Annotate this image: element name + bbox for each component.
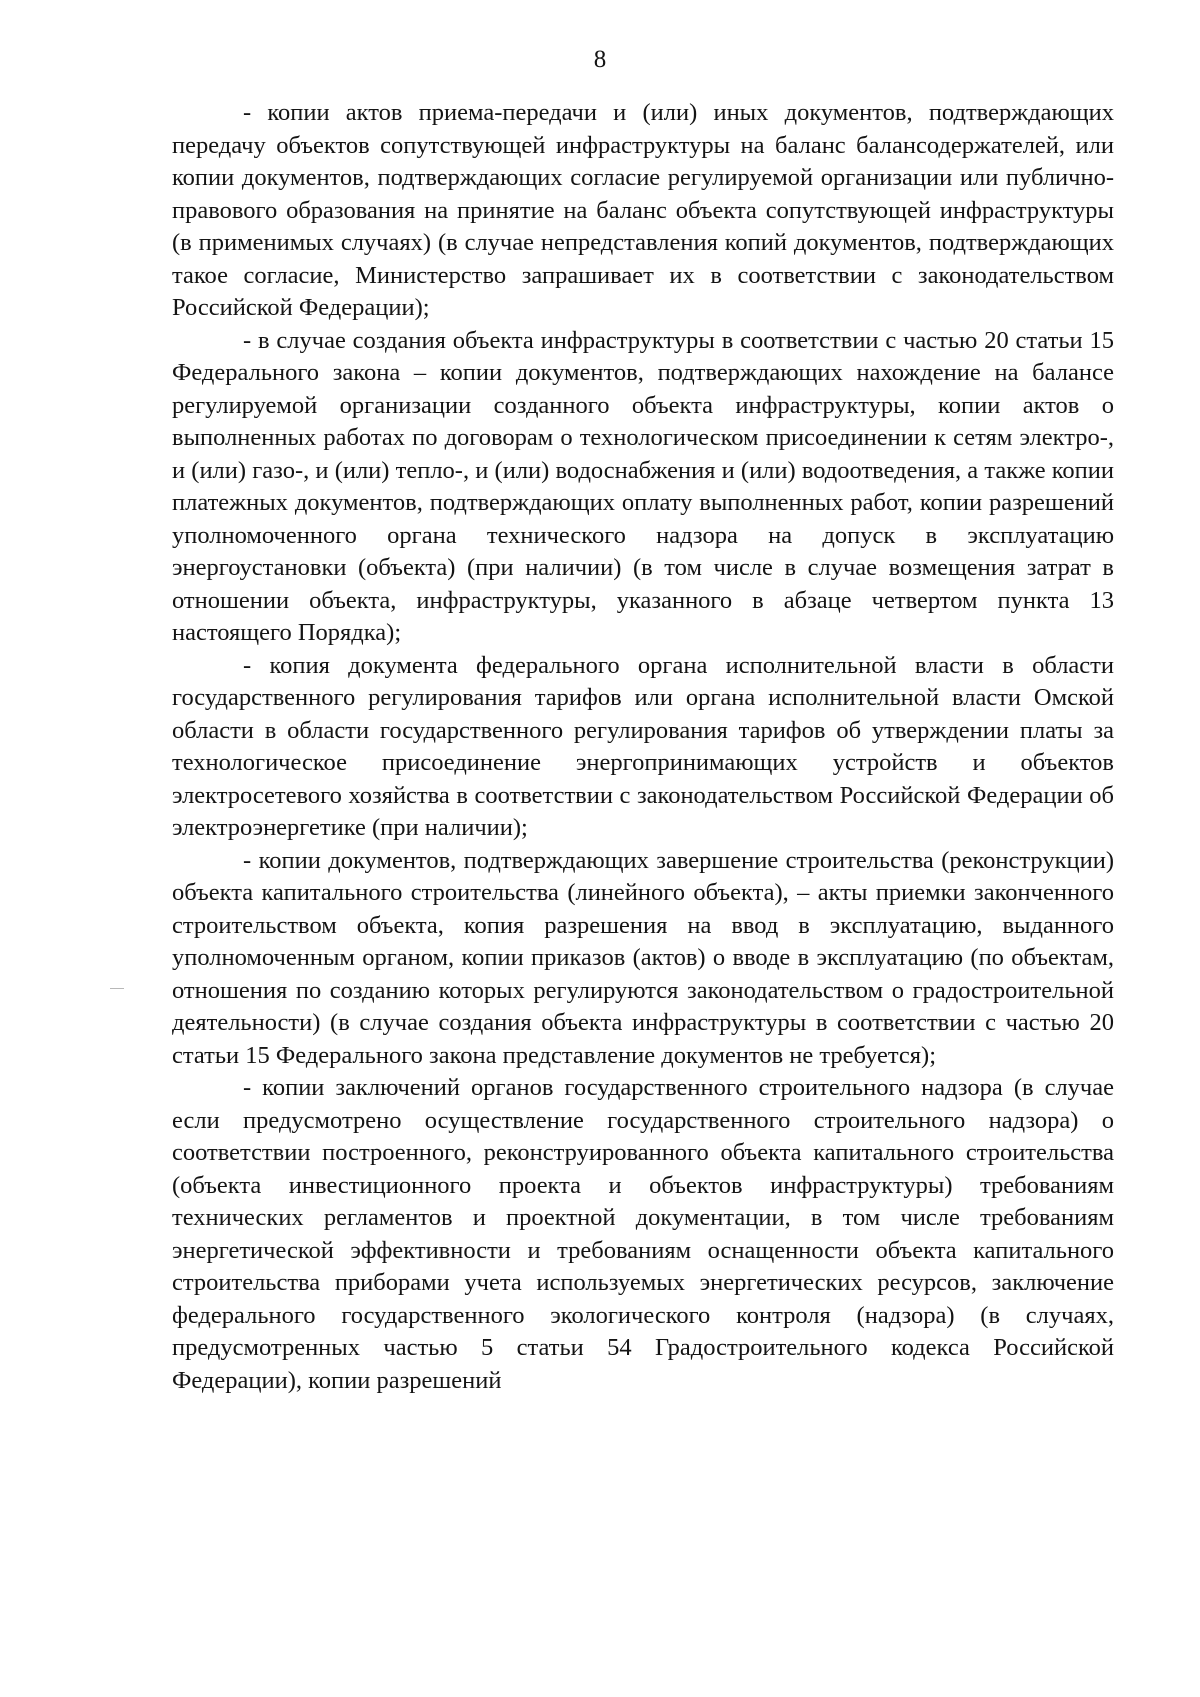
- document-body: [172, 97, 1114, 1397]
- paragraph-construction-completion: - копии документов, подтверждающих завершение строительства (реконструкции) объекта капитального строительства (линейного объекта), – акты приемки законченного строительством объекта, копия разрешения на ввод в эксплуатацию, выданного уполномоченным органом, копии приказов (актов) о вводе в эксплуатацию (по объектам, отношения по созданию которых регулируются законодательством о градостроительной деятельности) (в случае создания объекта инфраструктуры в соответствии с частью 20 статьи 15 Федерального закона представление документов не требуется);: [172, 846, 1114, 1069]
- paragraph-supervision-conclusions: - копии заключений органов государственного строительного надзора (в случае если предусмотрено осуществление государственного строительного надзора) о соответствии построенного, реконструированного объекта капитального строительства (объекта инвестиционного проекта и объектов инфраструктуры) требованиям технических регламентов и проектной документации, в том числе требованиям энергетической эффективности и требованиям оснащенности объекта капитального строительства приборами учета используемых энергетических ресурсов, заключение федерального государственного экологического контроля (надзора) (в случаях, предусмотренных частью 5 статьи 54 Градостроительного кодекса Российской Федерации), копии разрешений: [172, 1074, 1114, 1394]
- scan-edge-mark: [110, 988, 124, 989]
- paragraph-tariff-document: - копия документа федерального органа исполнительной власти в области государственного регулирования тарифов или органа исполнительной власти Омской области в области государственного регулирования тарифов об утверждении платы за технологическое присоединение энергопринимающих устройств и объектов электросетевого хозяйства в соответствии с законодательством Российской Федерации об электроэнергетике (при наличии);: [172, 651, 1114, 841]
- page-number: 8: [593, 46, 607, 73]
- paragraph-infrastructure-creation: - в случае создания объекта инфраструктуры в соответствии с частью 20 статьи 15 Федерального закона – копии документов, подтверждающих нахождение на балансе регулируемой организации созданного объекта инфраструктуры, копии актов о выполненных работах по договорам о технологическом присоединении к сетям электро-, и (или) газо-, и (или) тепло-, и (или) водоснабжения и (или) водоотведения, а также копии платежных документов, подтверждающих оплату выполненных работ, копии разрешений уполномоченного органа технического надзора на допуск в эксплуатацию энергоустановки (объекта) (при наличии) (в том числе в случае возмещения затрат в отношении объекта, инфраструктуры, указанного в абзаце четвертом пункта 13 настоящего Порядка);: [172, 326, 1114, 646]
- paragraph-acts-of-transfer: - копии актов приема-передачи и (или) иных документов, подтверждающих передачу объектов сопутствующей инфраструктуры на баланс балансодержателей, или копии документов, подтверждающих согласие регулируемой организации или публично-правового образования на принятие на баланс объекта сопутствующей инфраструктуры (в применимых случаях) (в случае непредставления копий документов, подтверждающих такое согласие, Министерство запрашивает их в соответствии с законодательством Российской Федерации);: [172, 99, 1114, 321]
